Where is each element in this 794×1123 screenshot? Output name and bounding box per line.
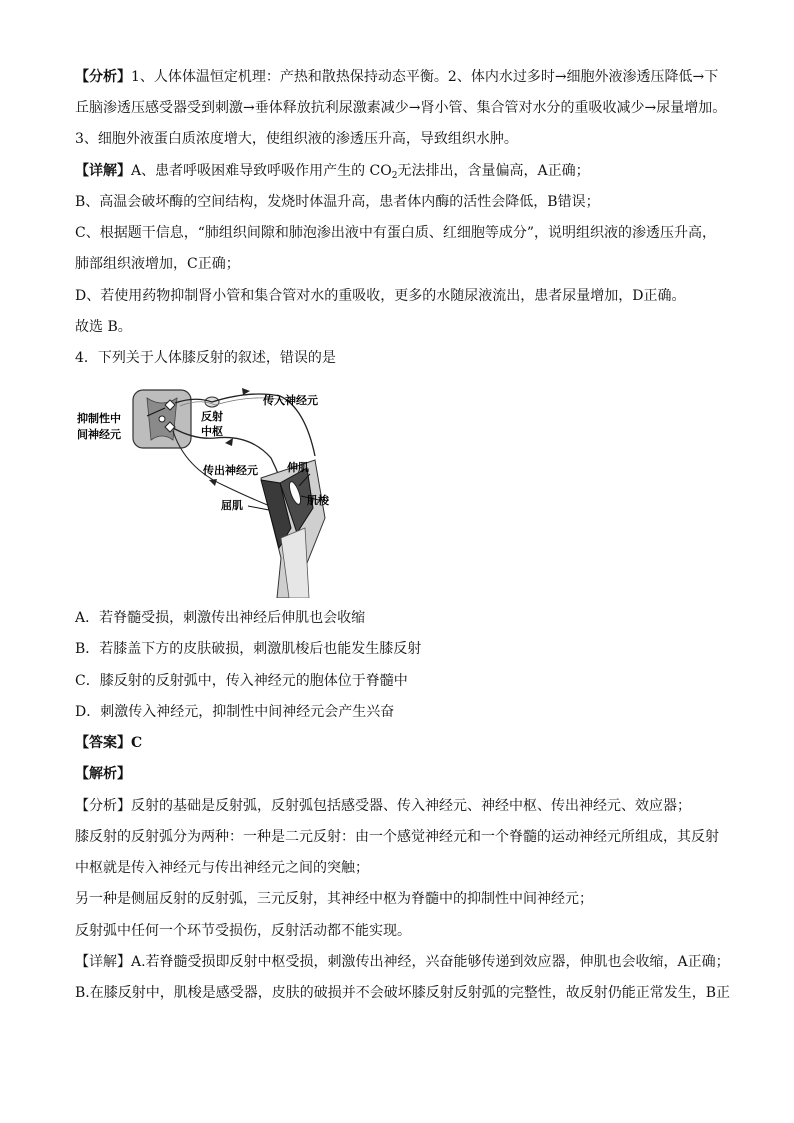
label-inhibitory-2: 间神经元 <box>77 428 121 441</box>
answer: 【答案】C <box>75 735 143 751</box>
analysis-header: 【解析】 <box>75 766 131 782</box>
detail2-line-2: B.在膝反射中，肌梭是感受器，皮肤的破损并不会破坏膝反射反射弧的完整性，故反射仍能正常发生，B正 <box>75 985 731 1001</box>
analysis2-line-1: 【分析】反射的基础是反射弧，反射弧包括感受器、传入神经元、神经中枢、传出神经元、效应器； <box>75 798 691 814</box>
option-a: A．若脊髓受损，刺激传出神经后伸肌也会收缩 <box>75 610 366 626</box>
analysis2-line-4: 另一种是侧屈反射的反射弧，三元反射，其神经中枢为脊髓中的抑制性中间神经元； <box>75 891 593 907</box>
label-spindle: 肌梭 <box>307 494 329 507</box>
analysis2-line-3: 中枢就是传入神经元与传出神经元之间的突触； <box>75 860 369 876</box>
label-efferent: 传出神经元 <box>203 464 258 477</box>
option-b: B．若膝盖下方的皮肤破损，刺激肌梭后也能发生膝反射 <box>75 641 422 657</box>
conclusion: 故选 B。 <box>75 319 132 335</box>
detail2-line-1: 【详解】A.若脊髓受损即反射中枢受损，刺激传出神经，兴奋能够传递到效应器，伸肌也会收缩，A正确； <box>75 954 730 970</box>
label-center-1: 反射 <box>201 410 223 423</box>
analysis2-line-2: 膝反射的反射弧分为两种：一种是二元反射：由一个感觉神经元和一个脊髓的运动神经元所组成，其反射 <box>75 829 719 845</box>
detail-line-c1: C、根据题干信息，“肺组织间隙和肺泡渗出液中有蛋白质、红细胞等成分”，说明组织液的渗透压升高， <box>75 225 717 241</box>
question-stem: 4．下列关于人体膝反射的叙述，错误的是 <box>75 350 336 366</box>
knee-reflex-diagram <box>75 368 335 598</box>
label-center-2: 中枢 <box>201 425 223 438</box>
analysis-line-1: 【分析】1、人体体温恒定机理：产热和散热保持动态平衡。2、体内水过多时→细胞外液渗透压降低→下 <box>75 69 719 85</box>
analysis-tag: 【分析】 <box>75 69 131 85</box>
option-d: D．刺激传入神经元，抑制性中间神经元会产生兴奋 <box>75 704 395 720</box>
analysis-line-2: 丘脑渗透压感受器受到刺激→垂体释放抗利尿激素减少→肾小管、集合管对水分的重吸收减少→尿量增加。 <box>75 100 727 116</box>
detail-line-a: 【详解】A、患者呼吸困难导致呼吸作用产生的 $CO_2$无法排出，含量偏高，A正确； <box>75 163 590 181</box>
label-extensor: 伸肌 <box>287 461 309 474</box>
label-afferent: 传入神经元 <box>263 394 318 407</box>
detail-line-d: D、若使用药物抑制肾小管和集合管对水的重吸收，更多的水随尿液流出，患者尿量增加，D正确。 <box>75 288 686 304</box>
analysis-line-3: 3、细胞外液蛋白质浓度增大，使组织液的渗透压升高，导致组织水肿。 <box>75 131 518 147</box>
detail-line-c2: 肺部组织液增加，C正确； <box>75 256 240 272</box>
option-c: C．膝反射的反射弧中，传入神经元的胞体位于脊髓中 <box>75 673 408 689</box>
label-inhibitory-1: 抑制性中 <box>77 412 121 425</box>
detail-line-b: B、高温会破坏酶的空间结构，发烧时体温升高，患者体内酶的活性会降低，B错误； <box>75 194 600 210</box>
detail-tag: 【详解】 <box>75 163 131 179</box>
label-flexor: 屈肌 <box>221 499 243 512</box>
analysis2-line-5: 反射弧中任何一个环节受损伤，反射活动都不能实现。 <box>75 923 411 939</box>
central-canal <box>159 416 165 422</box>
